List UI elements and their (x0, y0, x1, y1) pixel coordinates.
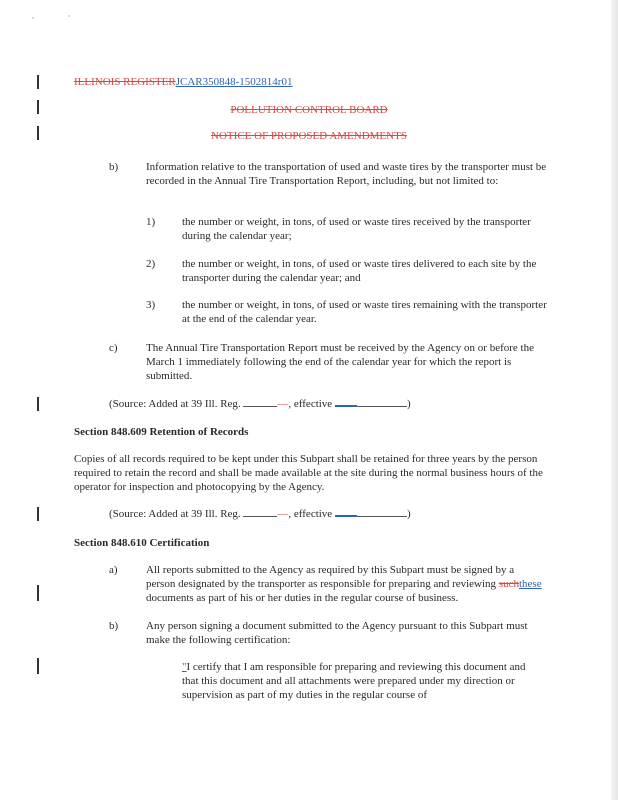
section-610-heading: Section 848.610 Certification (74, 537, 210, 549)
revision-bar (37, 75, 39, 89)
section-b-text: Information relative to the transportation of used and waste tires by the transporter must be recorded in the Annual Tire Transportation Report, including, but not limited to: (146, 161, 547, 187)
scan-speck (68, 15, 70, 17)
struck-word: such (498, 578, 519, 590)
revision-bar (37, 658, 39, 674)
section-b-marker: b) (109, 161, 119, 173)
item-1-marker: 1) (146, 216, 156, 228)
section-610-b-marker: b) (109, 620, 119, 632)
register-struck: ILLINOIS REGISTER (74, 76, 176, 88)
section-610-a-marker: a) (109, 564, 118, 576)
notice-title: NOTICE OF PROPOSED AMENDMENTS (211, 130, 407, 142)
inserted-quote-mark: " (182, 661, 187, 673)
source-note-2: (Source: Added at 39 Ill. Reg. —, effective ) (109, 508, 411, 520)
register-header (74, 75, 292, 89)
inserted-blank (335, 397, 357, 407)
section-610-a-text: All reports submitted to the Agency as required by this Subpart must be signed by a person designated by the transporter as responsible for preparing and reviewing suchthese documents as part of his or her duties in the regular course of business. (146, 564, 542, 604)
section-610-b-text: Any person signing a document submitted to the Agency pursuant to this Subpart must make the following certification: (146, 620, 528, 646)
revision-bar (37, 397, 39, 411)
certification-quote: "I certify that I am responsible for preparing and reviewing this document and that this document and all attachments were prepared under my direction or supervision as part of my duties in the regular course of (182, 661, 526, 701)
item-1-text: the number or weight, in tons, of used or waste tires received by the transporter during the calendar year; (182, 216, 531, 242)
section-c-text: The Annual Tire Transportation Report must be received by the Agency on or before the March 1 immediately following the end of the calendar year for which the report is submitted. (146, 342, 534, 382)
inserted-blank (335, 507, 357, 517)
item-2-marker: 2) (146, 258, 156, 270)
section-609-heading: Section 848.609 Retention of Records (74, 426, 249, 438)
item-3-marker: 3) (146, 299, 156, 311)
page-edge (611, 0, 618, 800)
scan-speck (32, 17, 34, 19)
revision-bar (37, 507, 39, 521)
item-3-text: the number or weight, in tons, of used or waste tires remaining with the transporter at the end of the calendar year. (182, 299, 547, 325)
board-title: POLLUTION CONTROL BOARD (230, 104, 388, 116)
item-2-text: the number or weight, in tons, of used or waste tires delivered to each site by the transporter during the calendar year; and (182, 258, 537, 284)
section-c-marker: c) (109, 342, 118, 354)
section-609-text: Copies of all records required to be kept under this Subpart shall be retained for three years by the person required to retain the record and shall be made available at the site during the normal business hours of the operator for inspection and photocopying by the Agency. (74, 453, 543, 493)
register-inserted: JCAR350848-1502814r01 (175, 76, 293, 88)
revision-bar (37, 585, 39, 601)
inserted-word: these (518, 578, 542, 590)
source-note-1: (Source: Added at 39 Ill. Reg. —, effective ) (109, 398, 411, 410)
